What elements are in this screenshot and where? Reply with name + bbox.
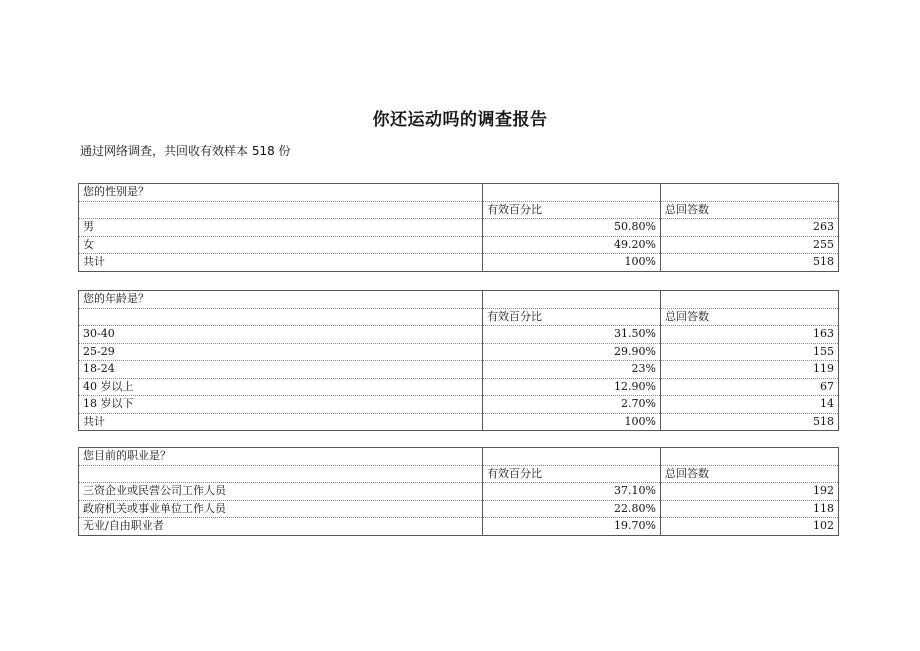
row-pct: 12.90% <box>483 378 661 396</box>
row-count: 155 <box>661 343 839 361</box>
report-subtitle: 通过网络调查，共回收有效样本 518 份 <box>80 144 291 158</box>
row-label: 25-29 <box>79 343 483 361</box>
report-title: 你还运动吗的调查报告 <box>372 110 548 130</box>
row-count: 118 <box>661 500 839 518</box>
header-row <box>79 465 839 483</box>
row-label: 40 岁以上 <box>79 378 483 396</box>
row-pct: 49.20% <box>483 236 661 254</box>
table-row <box>79 326 839 344</box>
row-label: 18-24 <box>79 361 483 379</box>
row-label: 共计 <box>79 254 483 272</box>
row-pct: 29.90% <box>483 343 661 361</box>
row-label: 男 <box>79 219 483 237</box>
row-count: 263 <box>661 219 839 237</box>
row-pct: 2.70% <box>483 396 661 414</box>
question-text: 您目前的职业是？ <box>79 448 483 466</box>
row-count: 518 <box>661 254 839 272</box>
header-count: 总回答数 <box>661 201 839 219</box>
row-pct: 100% <box>483 254 661 272</box>
row-count: 67 <box>661 378 839 396</box>
row-pct: 22.80% <box>483 500 661 518</box>
row-label: 30-40 <box>79 326 483 344</box>
row-count: 192 <box>661 483 839 501</box>
header-row <box>79 308 839 326</box>
header-pct: 有效百分比 <box>483 201 661 219</box>
row-label: 三资企业或民营公司工作人员 <box>79 483 483 501</box>
row-count: 518 <box>661 413 839 431</box>
table-row <box>79 518 839 536</box>
row-count: 14 <box>661 396 839 414</box>
row-pct: 31.50% <box>483 326 661 344</box>
question-row <box>79 291 839 309</box>
row-pct: 23% <box>483 361 661 379</box>
row-label: 共计 <box>79 413 483 431</box>
row-pct: 50.80% <box>483 219 661 237</box>
table-row <box>79 378 839 396</box>
age-table <box>78 290 839 431</box>
question-row <box>79 184 839 202</box>
row-pct: 100% <box>483 413 661 431</box>
header-pct: 有效百分比 <box>483 308 661 326</box>
row-pct: 19.70% <box>483 518 661 536</box>
total-row <box>79 254 839 272</box>
question-row <box>79 448 839 466</box>
table-row <box>79 500 839 518</box>
gender-table <box>78 183 839 272</box>
total-row <box>79 413 839 431</box>
header-count: 总回答数 <box>661 465 839 483</box>
table-row <box>79 343 839 361</box>
table-row <box>79 236 839 254</box>
table-row <box>79 396 839 414</box>
header-count: 总回答数 <box>661 308 839 326</box>
row-label: 政府机关或事业单位工作人员 <box>79 500 483 518</box>
table-row <box>79 483 839 501</box>
question-text: 您的年龄是？ <box>79 291 483 309</box>
row-label: 女 <box>79 236 483 254</box>
table-row <box>79 361 839 379</box>
row-pct: 37.10% <box>483 483 661 501</box>
row-label: 无业/自由职业者 <box>79 518 483 536</box>
occupation-table <box>78 447 839 536</box>
row-count: 163 <box>661 326 839 344</box>
row-count: 255 <box>661 236 839 254</box>
header-row <box>79 201 839 219</box>
question-text: 您的性别是？ <box>79 184 483 202</box>
row-count: 119 <box>661 361 839 379</box>
header-pct: 有效百分比 <box>483 465 661 483</box>
row-count: 102 <box>661 518 839 536</box>
table-row <box>79 219 839 237</box>
row-label: 18 岁以下 <box>79 396 483 414</box>
